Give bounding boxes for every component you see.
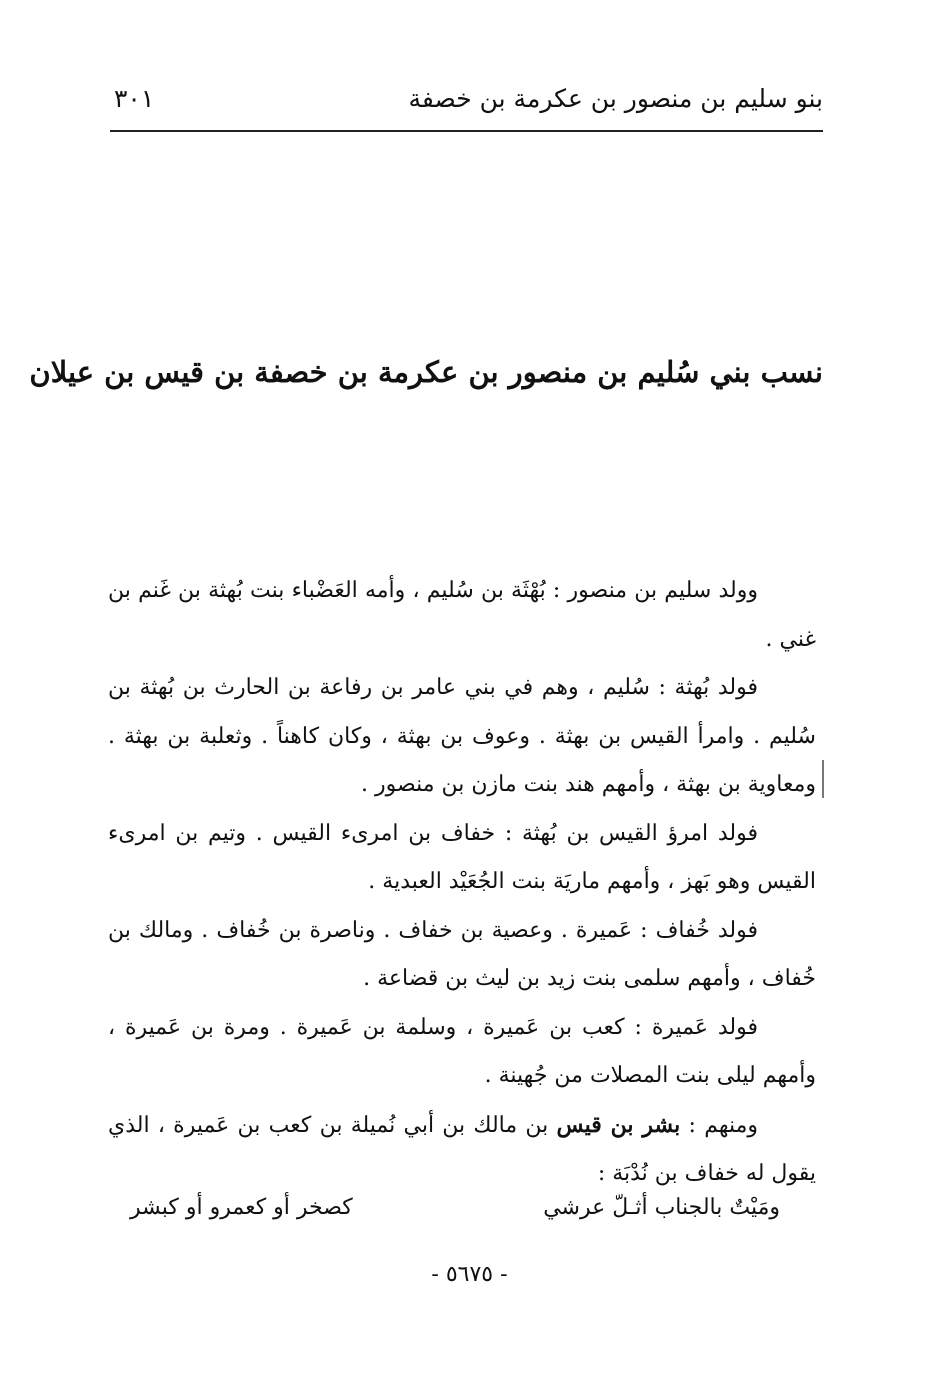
header-rule [110,130,823,132]
page-header [110,82,823,126]
bold-person-name: بشر بن قيس [556,1111,681,1138]
page-sequence-number: - ٥٦٧٥ - [431,1262,508,1287]
verse-first-hemistich: ومَيْتٌ بالجناب أثـلّ عرشي [543,1195,780,1220]
page-number: ٣٠١ [114,84,155,113]
running-title: بنو سليم بن منصور بن عكرمة بن خصفة [408,84,823,113]
poetry-verse [130,1195,780,1235]
paragraph-lead: ومنهم : [688,1112,759,1138]
paragraph: وولد سليم بن منصور : بُهْثَة بن سُليم ، وأمه العَضْباء بنت بُهثة بن غَنم بن غني . [108,578,816,652]
paragraph: فولد خُفاف : عَميرة . وعصية بن خفاف . وناصرة بن خُفاف . ومالك بن خُفاف ، وأمهم سلمى بنت زيد بن ليث بن قضاعة . [108,917,816,991]
body-text [108,567,816,1199]
paragraph: فولد عَميرة : كعب بن عَميرة ، وسلمة بن عَميرة . ومرة بن عَميرة ، وأمهم ليلى بنت المصلات من جُهينة . [108,1014,816,1088]
paragraph-rest: بن مالك بن أبي نُميلة بن كعب بن عَميرة ، الذي يقول له خفاف بن نُدْبَة : [108,1112,816,1186]
paragraph-with-name [108,1101,816,1199]
paragraph: فولد امرؤ القيس بن بُهثة : خفاف بن امرىء القيس . وتيم بن امرىء القيس وهو بَهز ، وأمهم ماريَة بنت الجُعَيْد العبدية . [108,820,816,894]
margin-mark [822,760,824,798]
chapter-title: نسب بني سُليم بن منصور بن عكرمة بن خصفة بن قيس بن عيلان [29,355,823,389]
verse-second-hemistich: كصخر أو كعمرو أو كبشر [130,1195,353,1220]
paragraph: فولد بُهثة : سُليم ، وهم في بني عامر بن رفاعة بن الحارث بن بُهثة بن سُليم . وامرأ القيس بن بهثة . وعوف بن بهثة ، وكان كاهناً . وثعلبة بن بهثة . ومعاوية بن بهثة ، وأمهم هند بنت مازن بن منصور . [108,675,816,797]
